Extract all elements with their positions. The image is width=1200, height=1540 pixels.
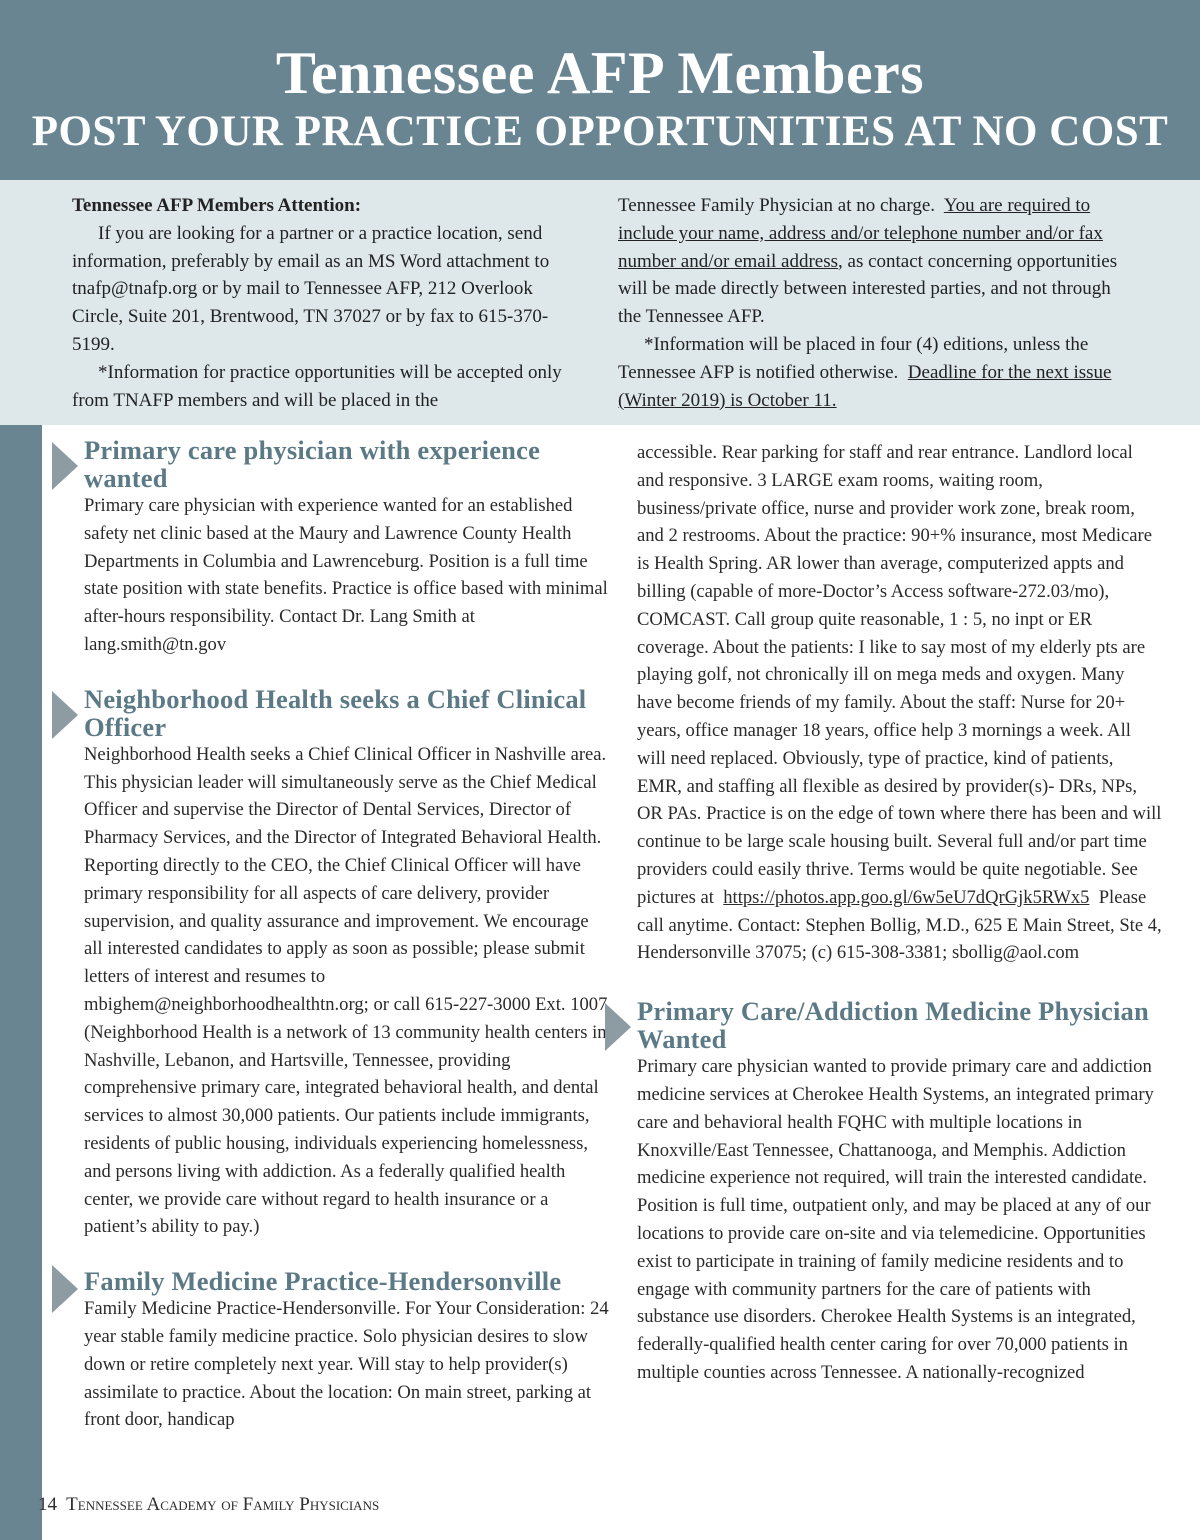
page-number: 14 (38, 1494, 57, 1515)
notice-charge-text: Tennessee Family Physician at no charge. (618, 195, 936, 216)
notice-contact-text: , as contact concerning opportunities will be made directly between interested parties, and not through the Tennessee AFP. (618, 250, 1118, 328)
listing-hendersonville-continued (637, 439, 1162, 967)
publication-name: Tennessee Academy of Family Physicians (66, 1494, 380, 1515)
page-title: Tennessee AFP Members (275, 40, 925, 106)
notice-left-column (72, 192, 582, 414)
page-footer (38, 1494, 379, 1516)
notice-required-text: You are required to include your name, address and/or telephone number and/or fax number and/or email address (618, 195, 1103, 272)
notice-deadline-text: Deadline for the next issue (Winter 2019) is October 11. (618, 361, 1112, 411)
listing-contact: Please call anytime. Contact: Stephen Bollig, M.D., 625 E Main Street, Ste 4, Hendersonville 37075; (c) 615-308-3381; sbollig@aol.com (637, 886, 1162, 964)
notice-right-column (618, 192, 1138, 414)
listing-body: Primary care physician with experience wanted for an established safety net clinic based at the Maury and Lawrence County Health Departments in Columbia and Lawrenceburg. Position is a full time state position with state benefits. Practice is office based with minimal after-hours responsibility. Contact Dr. Lang Smith at lang.smith@tn.gov (84, 495, 608, 655)
triangle-arrow-icon (605, 1003, 631, 1051)
triangle-arrow-icon (52, 442, 78, 490)
notice-paragraph-1: If you are looking for a partner or a practice location, send information, preferably by email as an MS Word attachment to tnafp@tnafp.org or by mail to Tennessee AFP, 212 Overlook Circle, Suite 201, Brentwood, TN 37027 or by fax to 615-370-5199. (72, 222, 550, 355)
listing-body-continued: accessible. Rear parking for staff and rear entrance. Landlord local and responsive. 3 LARGE exam rooms, waiting room, business/private office, nurse and provider work zone, break room, and 2 restrooms. About the practice: 90+% insurance, most Medicare is Health Spring. AR lower than average, computerized appts and billing (capable of more-Doctor’s Access software-272.03/mo), COMCAST. Call group quite reasonable, 1 : 5, no inpt or ER coverage. About the patients: I like to say most of my elderly pts are playing golf, not chronically ill on mega meds and oxygen. Many have become friends of my family. About the staff: Nurse for 20+ years, office manager 18 years, office help 3 mornings a week. All will need replaced. Obviously, type of practice, kind of patients, EMR, and staffing all flexible as desired by provider(s)- DRs, NPs, OR PAs. Practice is on the edge of town where there has been and will continue to be large scale housing built. Several full and/or part time providers could easily thrive. Terms would be quite negotiable. See pictures at (637, 442, 1162, 908)
listing-body: Neighborhood Health seeks a Chief Clinical Officer in Nashville area. This physician leader will simultaneously serve as the Chief Medical Officer and supervise the Director of Dental Services, Director of Pharmacy Services, and the Director of Integrated Behavioral Health. Reporting directly to the CEO, the Chief Clinical Officer will have primary responsibility for all aspects of care delivery, provider supervision, and quality assurance and improvement. We encourage all interested candidates to apply as soon as possible; please submit letters of interest and resumes to mbighem@neighborhoodhealthtn.org; or call 615-227-3000 Ext. 1007 (Neighborhood Health is a network of 13 community health centers in Nashville, Lebanon, and Hartsville, Tennessee, providing comprehensive primary care, integrated behavioral health, and dental services to almost 30,000 patients. Our patients include immigrants, residents of public housing, individuals experiencing homelessness, and persons living with addiction. As a federally qualified health center, we provide care without regard to health insurance or a patient’s ability to pay.) (84, 743, 608, 1238)
listing-title: Family Medicine Practice-Hendersonville (84, 1266, 562, 1297)
notice-editions-text: *Information will be placed in four (4) editions, unless the Tennessee AFP is notified otherwise. (618, 333, 1089, 383)
listing-title: Neighborhood Health seeks a Chief Clinical Officer (84, 683, 587, 742)
triangle-arrow-icon (52, 1265, 78, 1313)
photos-link[interactable]: https://photos.app.goo.gl/6w5eU7dQrGjk5RWx5 (723, 886, 1090, 908)
left-sidebar-bar (0, 425, 42, 1540)
left-column (84, 436, 609, 1434)
header-banner (0, 0, 1200, 180)
page-subtitle: POST YOUR PRACTICE OPPORTUNITIES AT NO COST (31, 108, 1169, 155)
listing-primary-care (84, 436, 609, 659)
listing-addiction-medicine (637, 997, 1162, 1387)
listing-hendersonville (84, 1267, 609, 1434)
triangle-arrow-icon (52, 691, 78, 739)
listing-body: Family Medicine Practice-Hendersonville. For Your Consideration: 24 year stable family medicine practice. Solo physician desires to slow down or retire completely next year. Will stay to help provider(s) assimilate to practice. About the location: On main street, parking at front door, handicap (84, 1298, 609, 1431)
notice-box (0, 180, 1200, 425)
listing-body: Primary care physician wanted to provide primary care and addiction medicine services at Cherokee Health Systems, an integrated primary care and behavioral health FQHC with multiple locations in Knoxville/East Tennessee, Chattanooga, and Memphis. Addiction medicine experience not required, will train the interested candidate. Position is full time, outpatient only, and may be placed at any of our locations to provide care on-site and via telemedicine. Opportunities exist to participate in training of family medicine residents and to engage with community partners for the care of patients with substance use disorders. Cherokee Health Systems is an integrated, federally-qualified health center caring for over 70,000 patients in multiple counties across Tennessee. A nationally-recognized (637, 1056, 1154, 1383)
notice-paragraph-2: *Information for practice opportunities will be accepted only from TNAFP members and will be placed in the (72, 361, 562, 411)
listing-neighborhood-health (84, 685, 609, 1241)
right-column (637, 439, 1162, 1387)
listing-title: Primary care physician with experience wanted (84, 435, 541, 493)
notice-heading: Tennessee AFP Members Attention: (72, 195, 362, 216)
listing-title: Primary Care/Addiction Medicine Physician Wanted (637, 996, 1149, 1055)
